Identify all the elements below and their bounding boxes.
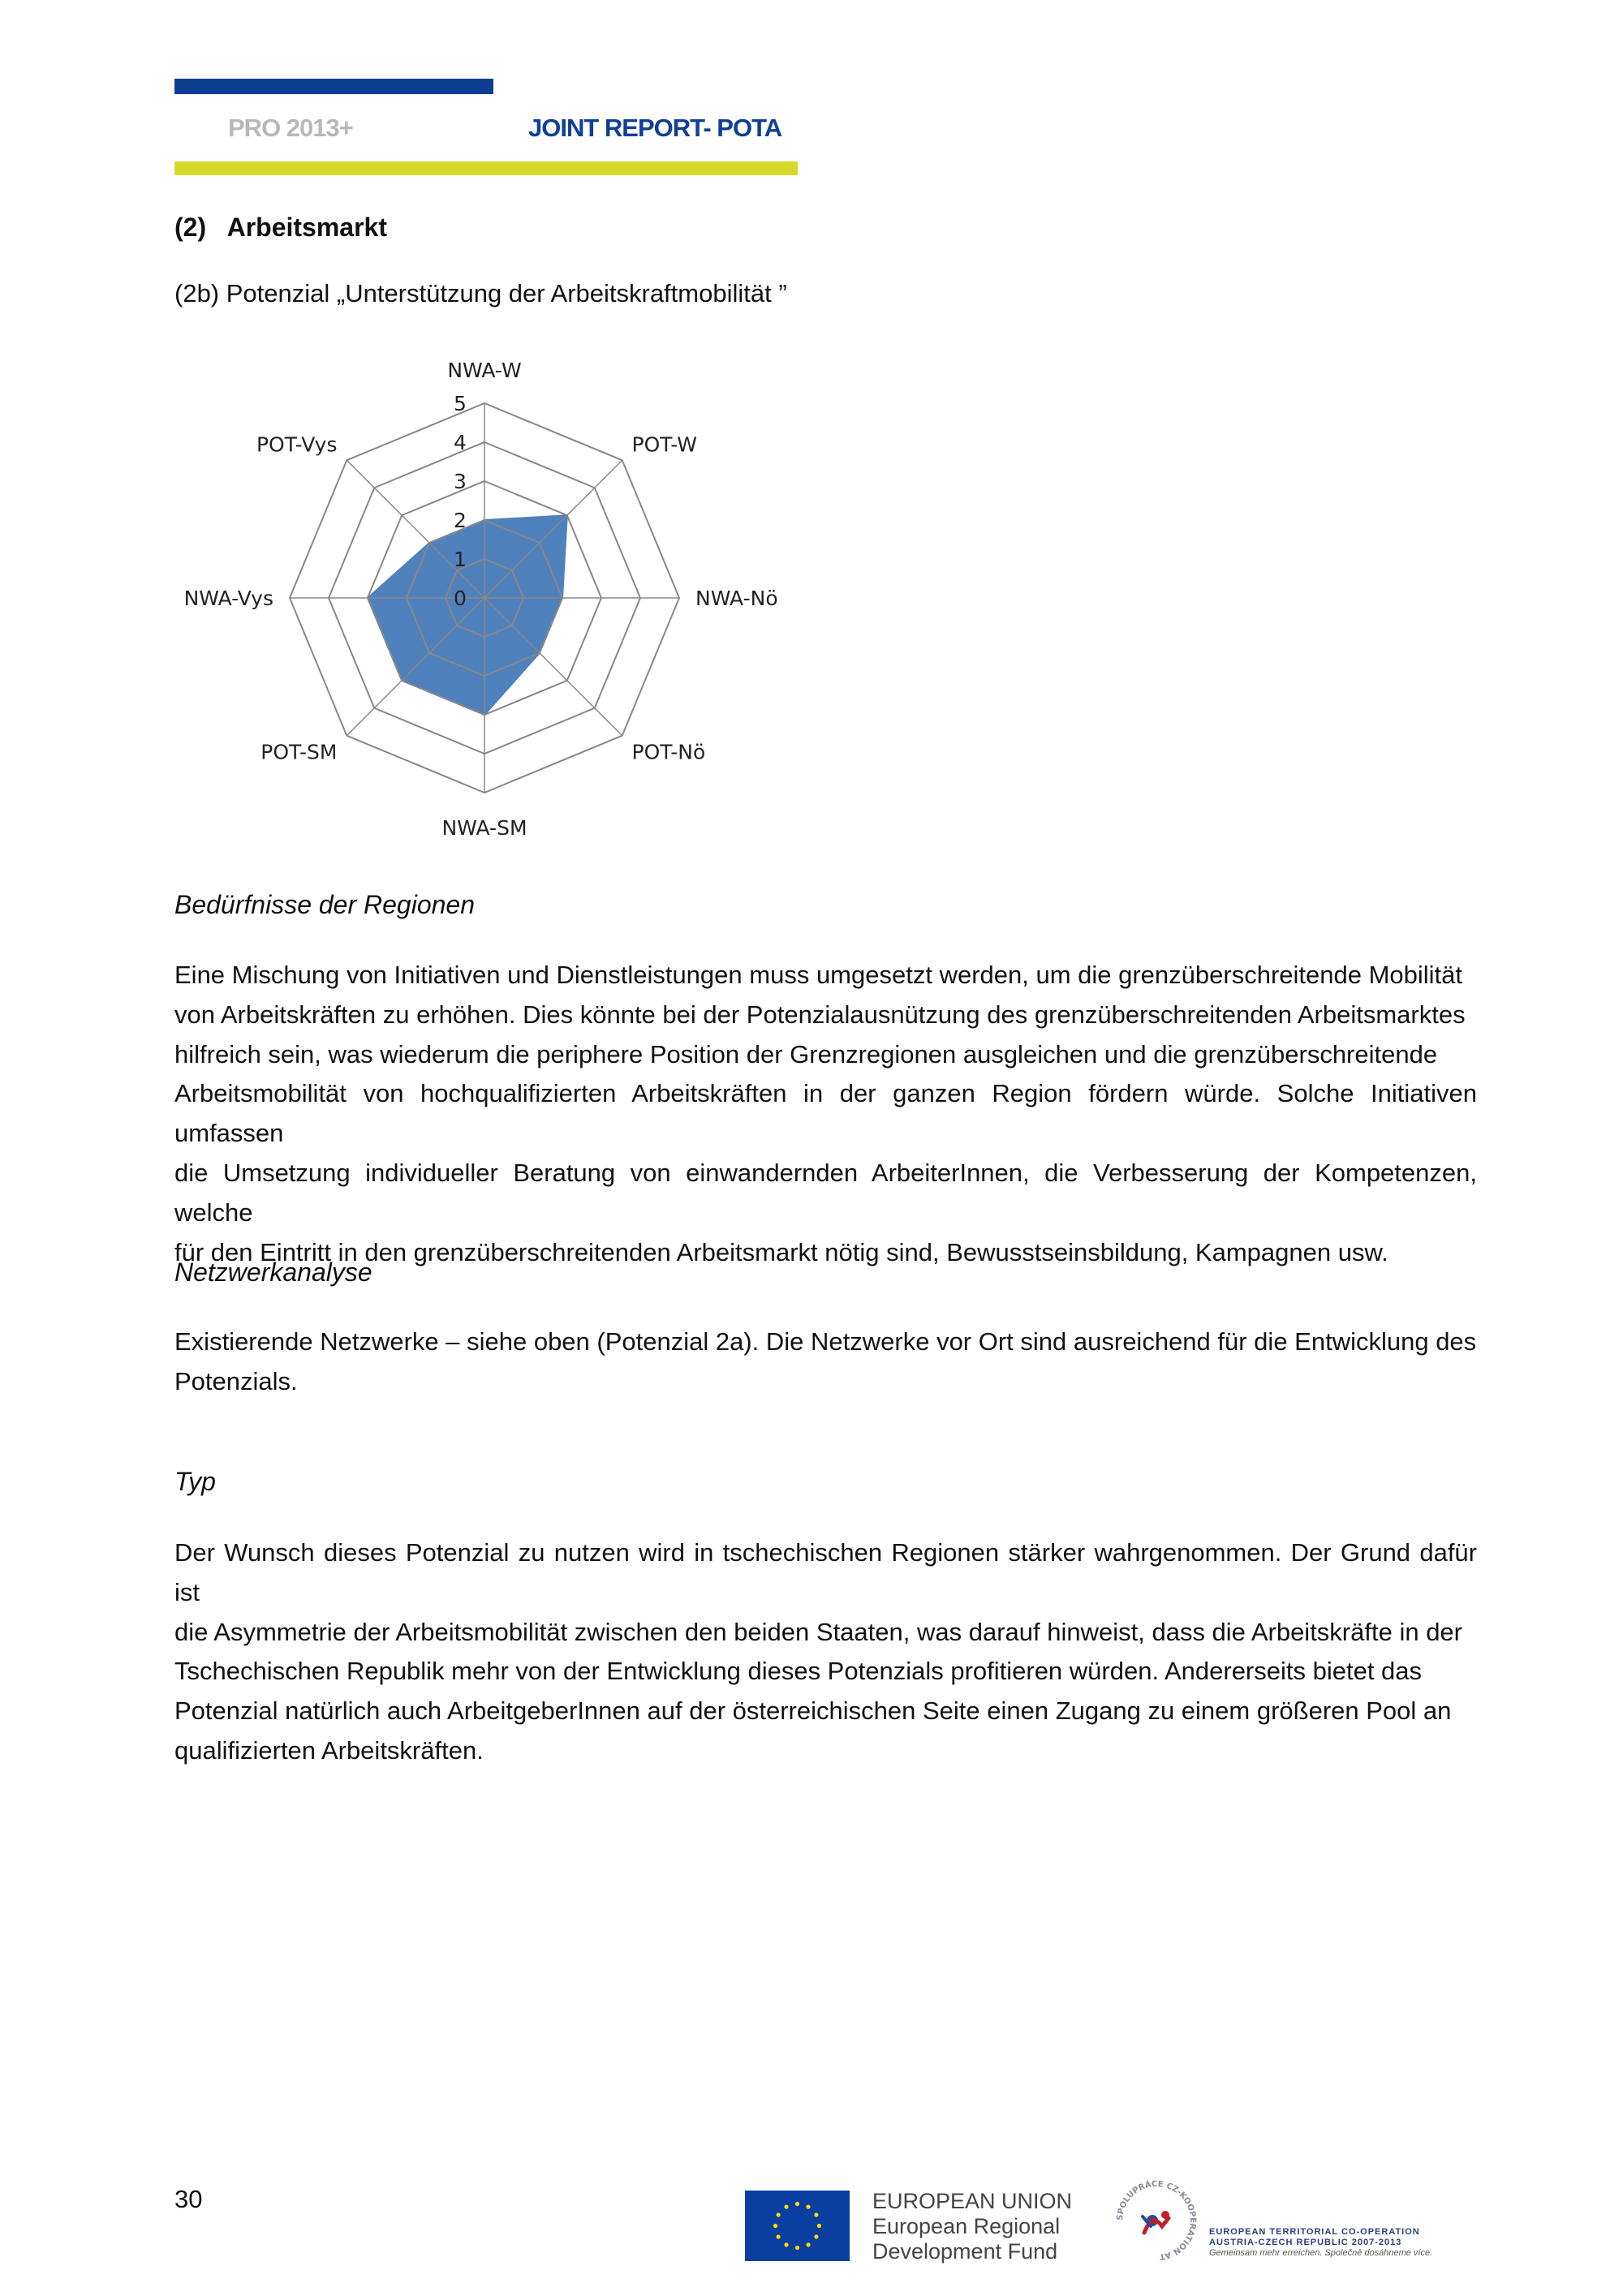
eu-star bbox=[773, 2224, 777, 2228]
radar-category-label: NWA-SM bbox=[441, 816, 527, 840]
header-blue-bar bbox=[174, 79, 493, 94]
section-subtitle: (2b) Potenzial „Unterstützung der Arbeitskraftmobilität ” bbox=[174, 279, 787, 307]
header-report-title: JOINT REPORT- POTA bbox=[528, 114, 782, 142]
paragraph-line: Der Wunsch dieses Potenzial zu nutzen wird in tschechischen Regionen stärker wahrgenommen. Der Grund dafür ist bbox=[174, 1538, 1477, 1606]
paragraph-line: Arbeitsmobilität von hochqualifizierten Arbeitskräften in der ganzen Region fördern würde. Solche Initiativen umfassen bbox=[174, 1079, 1477, 1148]
paragraph-line: für den Eintritt in den grenzüberschreitenden Arbeitsmarkt nötig sind, Bewusstseinsbildung, Kampagnen usw. bbox=[174, 1237, 1388, 1266]
eu-star bbox=[777, 2212, 781, 2216]
paragraph-typ bbox=[174, 1533, 1477, 1771]
paragraph-beduerfnisse bbox=[174, 956, 1477, 1272]
eu-flag-logo bbox=[745, 2191, 850, 2261]
radar-tick-label: 1 bbox=[454, 548, 467, 571]
eu-star bbox=[806, 2205, 810, 2209]
radar-category-label: NWA-Nö bbox=[695, 587, 778, 610]
eu-star bbox=[817, 2224, 821, 2228]
paragraph-line: Potenzial natürlich auch ArbeitgeberInnen auf der österreichischen Seite einen Zugang zu einem größeren Pool an bbox=[174, 1696, 1452, 1726]
eu-star bbox=[814, 2234, 818, 2238]
eu-star bbox=[795, 2246, 799, 2250]
cz-at-cooperation-logo bbox=[1112, 2176, 1201, 2265]
paragraph-line: die Umsetzung individueller Beratung von einwandernden ArbeiterInnen, die Verbesserung der Kompetenzen, welche bbox=[174, 1158, 1477, 1227]
radar-tick-label: 0 bbox=[454, 587, 467, 610]
radar-category-label: POT-W bbox=[631, 432, 697, 457]
eu-line: Development Fund bbox=[872, 2239, 1058, 2264]
etc-tagline: Gemeinsam mehr erreichen. Společně dosáhneme více. bbox=[1209, 2248, 1433, 2258]
header-yellow-bar bbox=[174, 161, 798, 175]
etc-line: EUROPEAN TERRITORIAL CO-OPERATION bbox=[1209, 2227, 1420, 2237]
page-number: 30 bbox=[174, 2185, 203, 2213]
eu-star bbox=[814, 2212, 818, 2216]
radar-chart bbox=[174, 361, 816, 848]
eu-star bbox=[784, 2242, 788, 2247]
paragraph-line: qualifizierten Arbeitskräften. bbox=[174, 1735, 484, 1765]
paragraph-line: Potenzials. bbox=[174, 1366, 298, 1395]
radar-tick-label: 2 bbox=[454, 509, 467, 532]
eu-line: EUROPEAN UNION bbox=[872, 2189, 1073, 2213]
paragraph-line: Existierende Netzwerke – siehe oben (Potenzial 2a). Die Netzwerke vor Ort sind ausreichend für die Entwicklung des bbox=[174, 1327, 1477, 1356]
header-project-name: PRO 2013+ bbox=[228, 114, 353, 142]
heading-beduerfnisse: Bedürfnisse der Regionen bbox=[174, 890, 476, 919]
paragraph-line: von Arbeitskräften zu erhöhen. Dies könnte bei der Potenzialausnützung des grenzüberschreitenden Arbeitsmarktes bbox=[174, 1000, 1466, 1029]
eu-stars-icon bbox=[745, 2191, 850, 2261]
section-title: (2) Arbeitsmarkt bbox=[174, 213, 387, 242]
eu-fund-text bbox=[872, 2189, 1072, 2264]
radar-category-label: POT-Nö bbox=[631, 740, 706, 764]
etc-programme-text bbox=[1209, 2227, 1432, 2259]
eu-star bbox=[777, 2234, 781, 2238]
eu-line: European Regional bbox=[872, 2214, 1061, 2238]
radar-tick-label: 5 bbox=[454, 392, 467, 415]
radar-category-label: NWA-W bbox=[447, 361, 522, 382]
eu-star bbox=[806, 2242, 810, 2247]
logo-ring-text: SPOLUPRÁCE CZ-KOOPERATION AT bbox=[1115, 2179, 1198, 2261]
paragraph-line: die Asymmetrie der Arbeitsmobilität zwischen den beiden Staaten, was darauf hinweist, dass die Arbeitskräfte in der bbox=[174, 1617, 1462, 1646]
eu-star bbox=[795, 2202, 799, 2206]
radar-tick-label: 3 bbox=[454, 470, 467, 493]
radar-category-label: NWA-Vys bbox=[183, 587, 273, 610]
radar-tick-label: 4 bbox=[454, 431, 467, 454]
eu-star bbox=[784, 2205, 788, 2209]
radar-chart-svg bbox=[174, 361, 816, 848]
paragraph-line: Eine Mischung von Initiativen und Dienstleistungen muss umgesetzt werden, um die grenzüberschreitende Mobilität bbox=[174, 961, 1463, 989]
heading-netzwerkanalyse: Netzwerkanalyse bbox=[174, 1258, 372, 1287]
paragraph-line: Tschechischen Republik mehr von der Entwicklung dieses Potenzials profitieren würden. Andererseits bietet das bbox=[174, 1657, 1423, 1686]
heading-typ: Typ bbox=[174, 1467, 216, 1496]
etc-line: AUSTRIA-CZECH REPUBLIC 2007-2013 bbox=[1209, 2238, 1402, 2247]
radar-category-label: POT-Vys bbox=[256, 432, 338, 457]
paragraph-netzwerkanalyse bbox=[174, 1322, 1477, 1402]
radar-category-label: POT-SM bbox=[260, 740, 338, 764]
paragraph-line: hilfreich sein, was wiederum die periphere Position der Grenzregionen ausgleichen und die grenzüberschreitende bbox=[174, 1039, 1438, 1068]
